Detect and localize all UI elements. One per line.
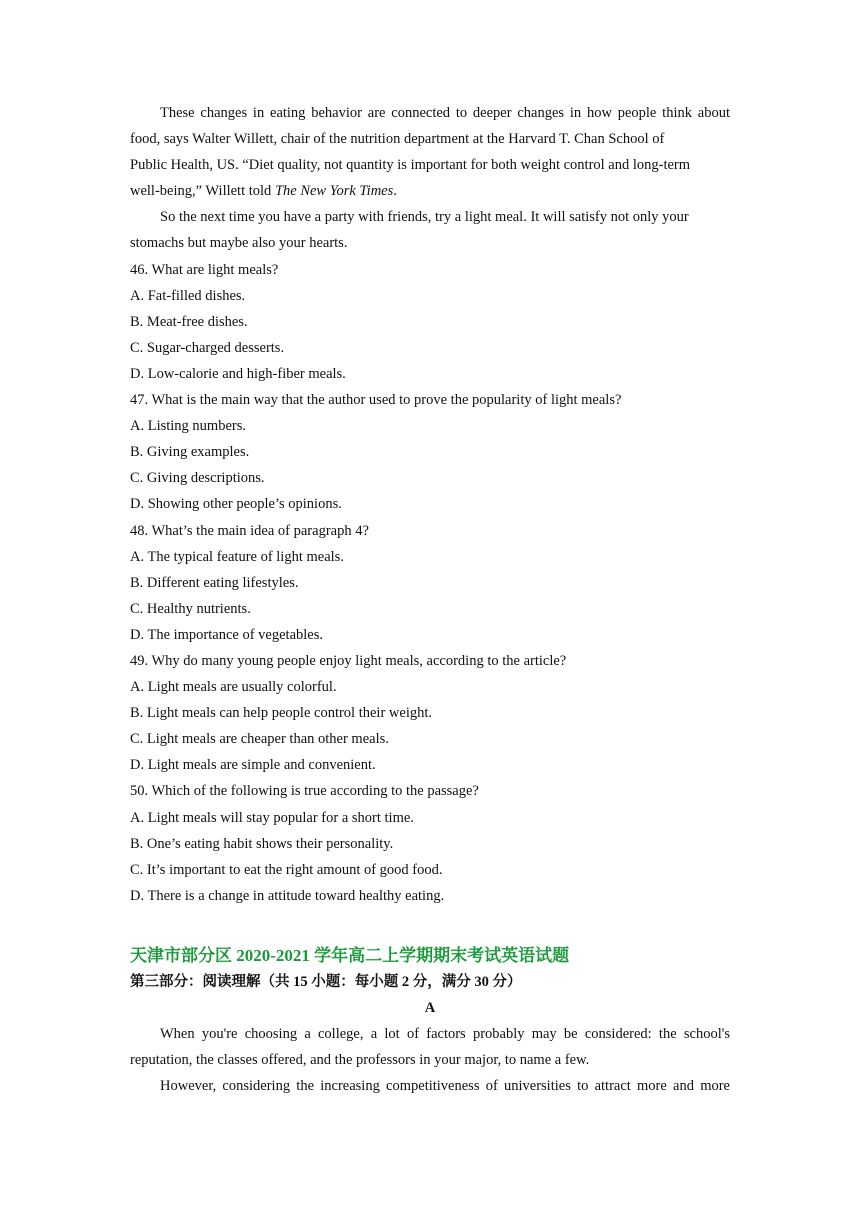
section-subtitle: 第三部分：阅读理解（共 15 小题：每小题 2 分，满分 30 分） (130, 973, 522, 990)
answer-option: C. Healthy nutrients. (130, 600, 251, 617)
answer-option: B. One’s eating habit shows their personality. (130, 835, 394, 852)
answer-option: A. Listing numbers. (130, 418, 246, 435)
answer-option: D. The importance of vegetables. (130, 626, 323, 643)
answer-option: D. Showing other people’s opinions. (130, 496, 342, 513)
section-title: 天津市部分区 2020-2021 学年高二上学期期末考试英语试题 (130, 945, 570, 965)
question-stem: 48. What’s the main idea of paragraph 4? (130, 522, 369, 539)
answer-option: A. Fat-filled dishes. (130, 287, 246, 304)
question-47 (130, 387, 730, 517)
answer-option: A. The typical feature of light meals. (130, 548, 344, 565)
question-50 (130, 778, 730, 908)
paragraph-line: Public Health, US. “Diet quality, not quantity is important for both weight control and long-term (130, 157, 691, 174)
answer-option: D. There is a change in attitude toward healthy eating. (130, 887, 445, 904)
text-span: . (393, 183, 397, 200)
answer-option: C. Sugar-charged desserts. (130, 339, 285, 356)
paragraph-line (130, 178, 730, 204)
answer-option: B. Giving examples. (130, 444, 250, 461)
answer-option: C. Giving descriptions. (130, 470, 265, 487)
paragraph-line: However, considering the increasing competitiveness of universities to attract more and more (160, 1078, 730, 1095)
question-49 (130, 648, 730, 778)
paragraph-line: food, says Walter Willett, chair of the nutrition department at the Harvard T. Chan School of (130, 131, 665, 148)
question-stem: 46. What are light meals? (130, 261, 279, 278)
passage-label: A (424, 999, 436, 1016)
question-stem: 47. What is the main way that the author used to prove the popularity of light meals? (130, 392, 622, 409)
answer-option: A. Light meals are usually colorful. (130, 679, 337, 696)
section-spacer (130, 909, 730, 943)
answer-option: C. Light meals are cheaper than other meals. (130, 731, 389, 748)
question-stem: 49. Why do many young people enjoy light meals, according to the article? (130, 652, 567, 669)
passage-top (130, 100, 730, 257)
passage-a (130, 1021, 730, 1099)
paragraph-line: When you're choosing a college, a lot of factors probably may be considered: the school's (160, 1025, 730, 1042)
answer-option: A. Light meals will stay popular for a short time. (130, 809, 414, 826)
question-48 (130, 518, 730, 648)
answer-option: B. Light meals can help people control their weight. (130, 705, 433, 722)
paragraph-line: reputation, the classes offered, and the professors in your major, to name a few. (130, 1052, 590, 1068)
publication-name: The New York Times (274, 183, 394, 200)
question-stem: 50. Which of the following is true according to the passage? (130, 783, 479, 800)
document-page (130, 100, 730, 1099)
answer-option: D. Light meals are simple and convenient. (130, 757, 376, 774)
answer-option: D. Low-calorie and high-fiber meals. (130, 365, 346, 382)
paragraph-line: So the next time you have a party with friends, try a light meal. It will satisfy not only your (160, 209, 689, 226)
answer-option: B. Meat-free dishes. (130, 313, 248, 330)
question-46 (130, 257, 730, 387)
text-span: well-being,” Willett told (130, 183, 275, 200)
answer-option: B. Different eating lifestyles. (130, 574, 299, 591)
paragraph-line: These changes in eating behavior are connected to deeper changes in how people think about (160, 105, 730, 121)
paragraph-line: stomachs but maybe also your hearts. (130, 235, 348, 252)
answer-option: C. It’s important to eat the right amount of good food. (130, 861, 443, 878)
